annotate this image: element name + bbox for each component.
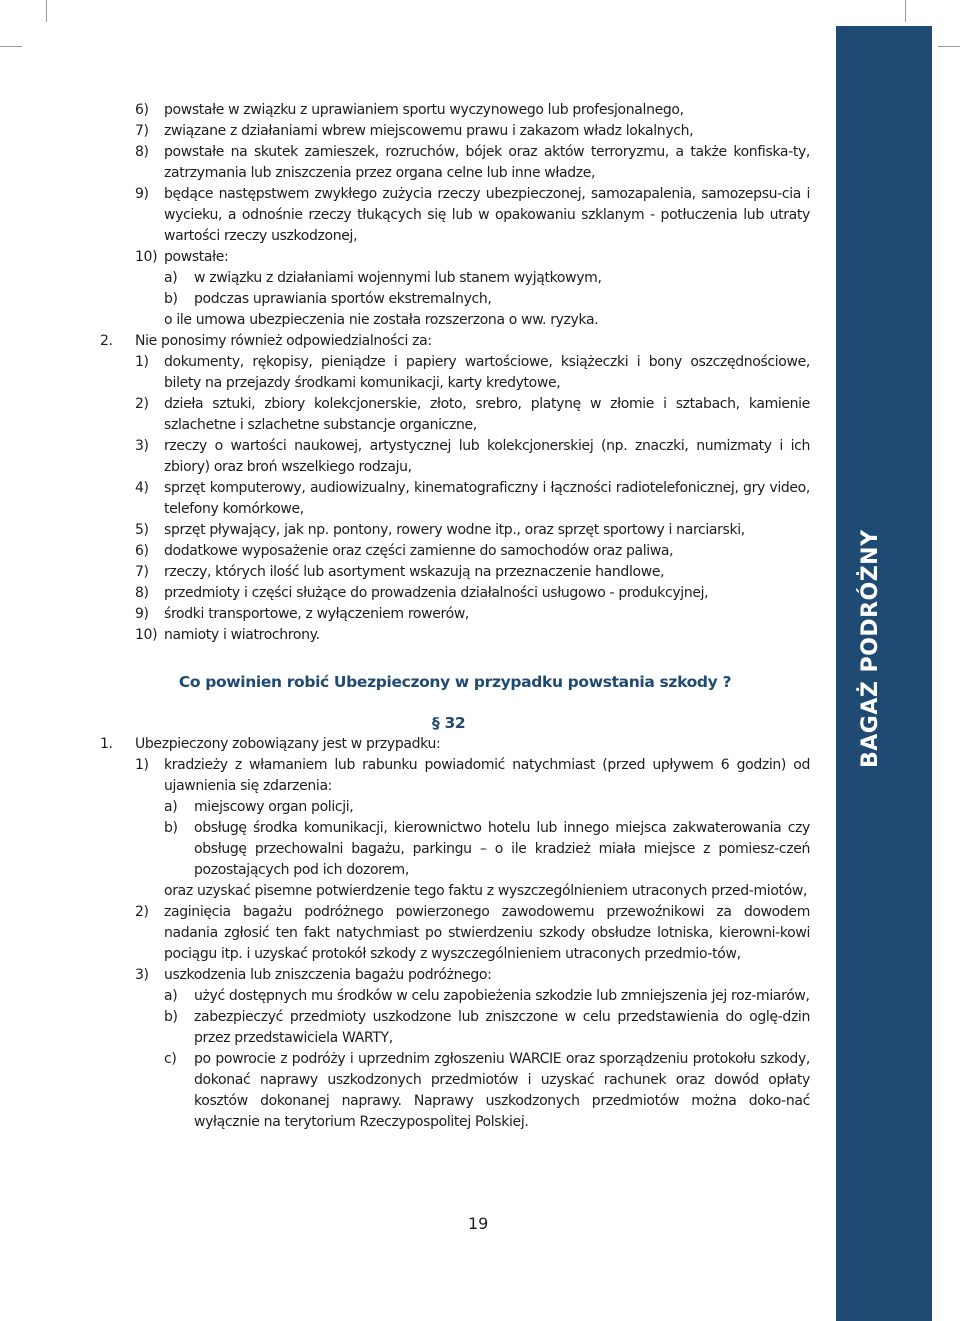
sub-item xyxy=(100,1007,810,1049)
list-item xyxy=(100,394,810,436)
sub-item-letter: a) xyxy=(164,988,178,1004)
sub-item-text: podczas uprawiania sportów ekstremalnych, xyxy=(194,291,492,307)
item-number: 7) xyxy=(135,123,149,139)
section-number: 1. xyxy=(100,736,113,752)
list-item xyxy=(100,541,810,562)
item-text: rzeczy, których ilość lub asortyment wskazują na przeznaczenie handlowe, xyxy=(164,564,665,580)
item-text: związane z działaniami wbrew miejscowemu prawu i zakazom władz lokalnych, xyxy=(164,123,694,139)
item-number: 1) xyxy=(135,354,149,370)
item-number: 8) xyxy=(135,144,149,160)
sub-item xyxy=(100,268,810,289)
section-number: 2. xyxy=(100,333,113,349)
paragraph-mark: § 32 xyxy=(432,714,466,732)
list-item xyxy=(100,352,810,394)
item-number: 4) xyxy=(135,480,149,496)
section-1-list xyxy=(100,755,810,797)
section-heading: Co powinien robić Ubezpieczony w przypadku powstania szkody ? xyxy=(178,673,732,691)
list-item xyxy=(100,965,810,986)
item-number: 3) xyxy=(135,967,149,983)
list-item xyxy=(100,478,810,520)
list-item xyxy=(100,583,810,604)
crop-mark xyxy=(46,0,47,22)
page-number: 19 xyxy=(468,1214,489,1233)
section-1 xyxy=(100,734,810,755)
crop-mark xyxy=(905,0,906,22)
item-text: powstałe w związku z uprawianiem sportu wyczynowego lub profesjonalnego, xyxy=(164,102,684,118)
list-item xyxy=(100,184,810,247)
sub-item-text: obsługę środka komunikacji, kierownictwo hotelu lub innego miejsca zakwaterowania czy obsługę przechowalni bagażu, parkingu – o ile kradzież miała miejsce z pomiesz-czeń pozostających pod ich dozorem, xyxy=(194,820,810,878)
item-number: 2) xyxy=(135,904,149,920)
section-2 xyxy=(100,331,810,352)
item-text: przedmioty i części służące do prowadzenia działalności usługowo - produkcyjnej, xyxy=(164,585,709,601)
list-item xyxy=(100,604,810,625)
item-text: uszkodzenia lub zniszczenia bagażu podróżnego: xyxy=(164,967,492,983)
section-1-list xyxy=(100,902,810,986)
list-item xyxy=(100,755,810,797)
list-item xyxy=(100,142,810,184)
item-text: dodatkowe wyposażenie oraz części zamienne do samochodów oraz paliwa, xyxy=(164,543,674,559)
item-number: 10) xyxy=(135,627,158,643)
section-2-list xyxy=(100,352,810,646)
item-text: sprzęt komputerowy, audiowizualny, kinematograficzny i łączności radiotelefonicznej, gry video, telefony komórkowe, xyxy=(164,480,810,517)
list-item xyxy=(100,902,810,965)
sub-item xyxy=(100,797,810,818)
crop-mark xyxy=(938,46,960,47)
section-sidebar xyxy=(836,26,932,1321)
list-item xyxy=(100,247,810,268)
list-item xyxy=(100,562,810,583)
crop-mark xyxy=(0,46,22,47)
item-note: oraz uzyskać pisemne potwierdzenie tego faktu z wyszczególnieniem utraconych przed-miotów, xyxy=(164,883,808,899)
item-number: 8) xyxy=(135,585,149,601)
item-number: 3) xyxy=(135,438,149,454)
sub-item-text: zabezpieczyć przedmioty uszkodzone lub zniszczone w celu przedstawienia do oglę-dzin przez przedstawiciela WARTY, xyxy=(194,1009,810,1046)
list-item xyxy=(100,100,810,121)
sub-item xyxy=(100,818,810,881)
list-item xyxy=(100,436,810,478)
item-number: 5) xyxy=(135,522,149,538)
item-number: 6) xyxy=(135,102,149,118)
sub-item-letter: c) xyxy=(164,1051,177,1067)
item-number: 9) xyxy=(135,606,149,622)
sub-item-letter: b) xyxy=(164,820,178,836)
exclusions-list-continued xyxy=(100,100,810,268)
sub-item xyxy=(100,289,810,310)
sub-item xyxy=(100,1049,810,1133)
list-item xyxy=(100,625,810,646)
sub-item-letter: a) xyxy=(164,270,178,286)
sidebar-title: BAGAŻ PODRÓŻNY xyxy=(858,529,883,768)
sub-item-letter: a) xyxy=(164,799,178,815)
item-text: powstałe: xyxy=(164,249,229,265)
item-text: zaginięcia bagażu podróżnego powierzonego zawodowemu przewoźnikowi za dowodem nadania zgłosić ten fakt natychmiast po stwierdzeniu szkody obsłudze lotniska, kierowni-kowi pociągu itp. i uzyskać protokół szkody z wyszczególnieniem utraconych przedmio-tów, xyxy=(164,904,810,962)
document-body xyxy=(100,100,810,1133)
item-text: dzieła sztuki, zbiory kolekcjonerskie, złoto, srebro, platynę w złomie i sztabach, kamienie szlachetne i szlachetne substancje organiczne, xyxy=(164,396,810,433)
sub-item-text: miejscowy organ policji, xyxy=(194,799,354,815)
item-text: namioty i wiatrochrony. xyxy=(164,627,320,643)
list-item xyxy=(100,121,810,142)
sub-item xyxy=(100,986,810,1007)
item-text: rzeczy o wartości naukowej, artystycznej lub kolekcjonerskiej (np. znaczki, numizmaty i ich zbiory) oraz broń wszelkiego rodzaju, xyxy=(164,438,810,475)
sub-item-letter: b) xyxy=(164,291,178,307)
section-intro: Ubezpieczony zobowiązany jest w przypadku: xyxy=(135,736,441,752)
item-number: 7) xyxy=(135,564,149,580)
item-text: dokumenty, rękopisy, pieniądze i papiery wartościowe, książeczki i bony oszczędnościowe, bilety na przejazdy środkami komunikacji, karty kredytowe, xyxy=(164,354,810,391)
section-intro: Nie ponosimy również odpowiedzialności za: xyxy=(135,333,432,349)
item-text: środki transportowe, z wyłączeniem rowerów, xyxy=(164,606,470,622)
item-text: będące następstwem zwykłego zużycia rzeczy ubezpieczonej, samozapalenia, samozepsu-cia i wycieku, a odnośnie rzeczy tłukących się lub w opakowaniu szklanym - potłuczenia lub utraty wartości rzeczy uszkodzonej, xyxy=(164,186,810,244)
sub-item-letter: b) xyxy=(164,1009,178,1025)
item-number: 9) xyxy=(135,186,149,202)
item-number: 10) xyxy=(135,249,158,265)
item-number: 1) xyxy=(135,757,149,773)
item-text: powstałe na skutek zamieszek, rozruchów, bójek oraz aktów terroryzmu, a także konfiska-ty, zatrzymania lub zniszczenia przez organa celne lub inne władze, xyxy=(164,144,810,181)
item-note: o ile umowa ubezpieczenia nie została rozszerzona o ww. ryzyka. xyxy=(164,312,599,328)
sub-item-text: w związku z działaniami wojennymi lub stanem wyjątkowym, xyxy=(194,270,602,286)
list-item xyxy=(100,520,810,541)
item-number: 6) xyxy=(135,543,149,559)
sub-item-text: użyć dostępnych mu środków w celu zapobieżenia szkodzie lub zmniejszenia jej roz-miarów, xyxy=(194,988,810,1004)
sub-item-text: po powrocie z podróży i uprzednim zgłoszeniu WARCIE oraz sporządzeniu protokołu szkody, dokonać naprawy uszkodzonych przedmiotów i uzyskać rachunek oraz dowód opłaty kosztów dokonanej naprawy. Naprawy uszkodzonych przedmiotów można doko-nać wyłącznie na terytorium Rzeczypospolitej Polskiej. xyxy=(194,1051,810,1130)
item-text: kradzieży z włamaniem lub rabunku powiadomić natychmiast (przed upływem 6 godzin) od ujawnienia się zdarzenia: xyxy=(164,757,810,794)
item-number: 2) xyxy=(135,396,149,412)
item-text: sprzęt pływający, jak np. pontony, rowery wodne itp., oraz sprzęt sportowy i narciarski, xyxy=(164,522,745,538)
